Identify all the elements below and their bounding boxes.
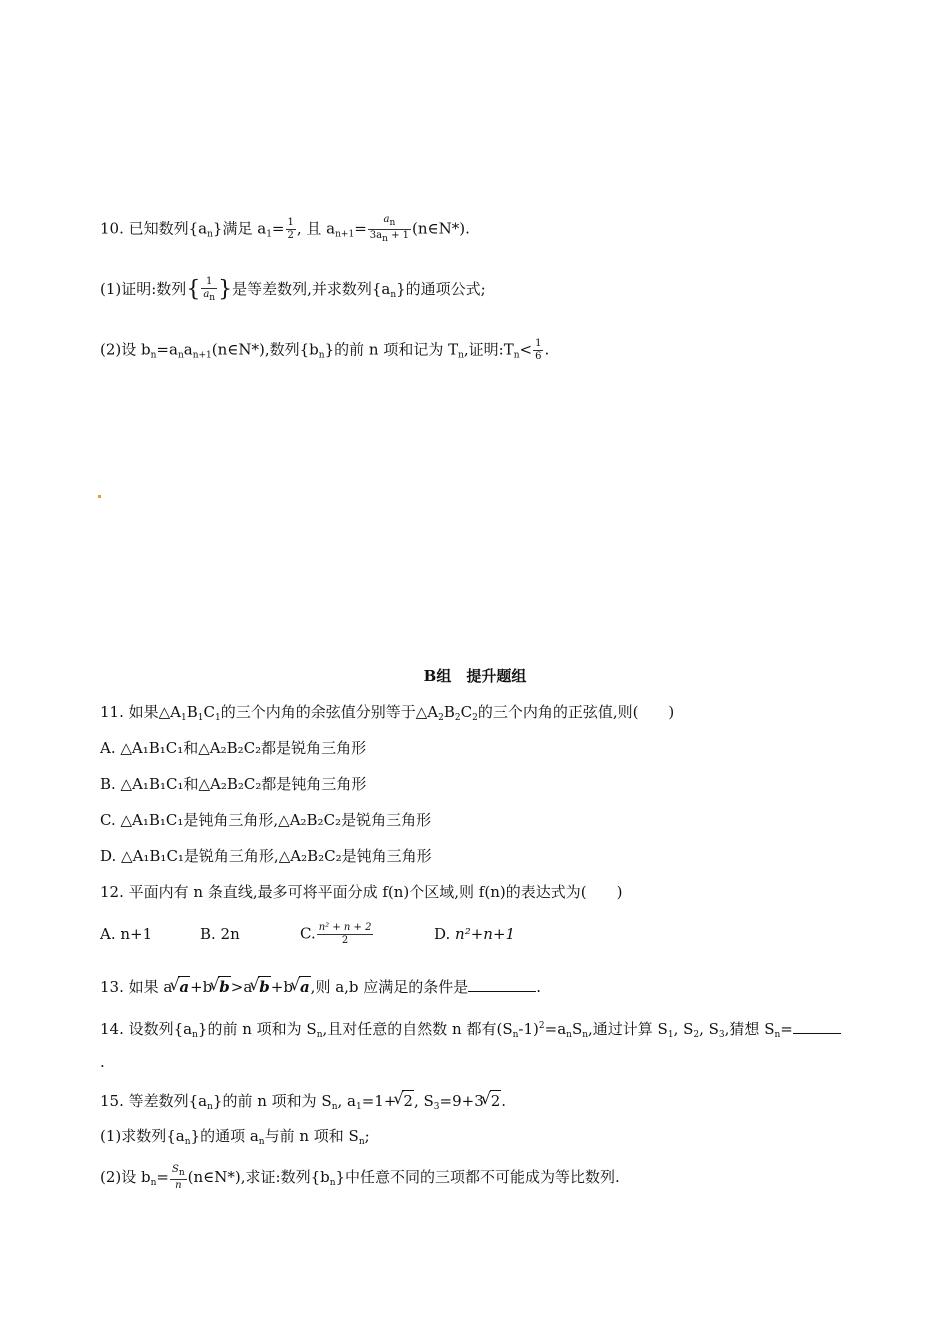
sqrt-symbol: √ b [218, 976, 231, 997]
fraction: $\frac{S_n}{n}$ [172, 1164, 185, 1191]
q15-stem: 15. 等差数列$\{a_n\}$的前 n 项和为 $S_n$, $a_1=1+√$ 2, $S_3=9+3√$ 2. [100, 1090, 506, 1117]
fraction: $\frac{1}{6}$ [535, 338, 542, 362]
q15-part1: (1)求数列$\{a_n\}$的通项 $a_n$与前 n 项和 $S_n$; [100, 1127, 370, 1147]
q14-stem: 14. 设数列$\{a_n\}$的前 n 项和为 $S_n$,且对任意的自然数 n 都有$(S_n-1)^2=a_nS_n$,通过计算 $S_1$, $S_2$, $S_3$,猜想 $S_n=$ [100, 1016, 841, 1045]
q12-options [100, 922, 515, 947]
fraction: $\frac{1}{2}$ [287, 217, 294, 241]
sqrt-symbol: √ a [299, 976, 311, 997]
sqrt-symbol: √ 2 [402, 1090, 414, 1111]
section-title: B组 提升题组 [423, 667, 527, 685]
q11-option-a: A. △A₁B₁C₁和△A₂B₂C₂都是锐角三角形 [100, 739, 367, 757]
q11-option-b: B. △A₁B₁C₁和△A₂B₂C₂都是钝角三角形 [100, 775, 367, 793]
q14-tail: . [100, 1053, 105, 1071]
q11-option-d: D. △A₁B₁C₁是锐角三角形,△A₂B₂C₂是钝角三角形 [100, 847, 432, 865]
q10-stem: 10. 已知数列$\{a_n\}$满足 $a_1=$ $\frac{1}{2}$ , 且 $a_{n+1}=$ $\frac{a_n}{3a_n + 1}$ (n∈N*). [100, 214, 470, 244]
q11-option-c: C. △A₁B₁C₁是钝角三角形,△A₂B₂C₂是锐角三角形 [100, 811, 432, 829]
q12-option-a: A. n+1 [100, 924, 153, 943]
q12-option-c: C. $\frac{\text{n² + n + 2}}{2}$ [300, 922, 372, 946]
sqrt-symbol: √ b [258, 976, 271, 997]
answer-blank[interactable] [468, 977, 536, 992]
q12-stem: 12. 平面内有 n 条直线,最多可将平面分成 f(n)个区域,则 f(n)的表达式为( ) [100, 883, 623, 901]
fraction: $\frac{\text{n² + n + 2}}{2}$ [318, 922, 372, 946]
q12-option-d: D. n²+n+1 [434, 924, 516, 943]
sqrt-symbol: √ a [178, 976, 190, 997]
sqrt-symbol: √ 2 [490, 1090, 502, 1111]
q10-part2: (2)设 $b_n=a_na_{n+1}(n\in N*)$,数列$\{b_n\}$的前 n 项和记为 $T_n$,证明$:T_n<$ $\frac{1}{6}$ . [100, 338, 550, 362]
fraction: $\frac{1}{a_n}$ [203, 276, 216, 303]
answer-blank[interactable] [793, 1019, 841, 1034]
q12-option-b: B. 2n [200, 924, 240, 943]
q15-part2: (2)设 $b_n=$ $\frac{S_n}{n}$ (n∈N*),求证:数列$\{b_n\}$中任意不同的三项都不可能成为等比数列. [100, 1164, 620, 1191]
q11-stem: 11. 如果$\triangle A_1B_1C_1$的三个内角的余弦值分别等于$\triangle A_2B_2C_2$的三个内角的正弦值,则( ) [100, 703, 675, 723]
fraction: $\frac{a_n}{3a_n + 1}$ [369, 214, 410, 244]
q13-stem: 13. 如果 a√ a+b√ b>a√ b+b√ a,则 a,b 应满足的条件是 . [100, 976, 541, 997]
q10-part1: (1)证明:数列{ $\frac{1}{a_n}$ }是等差数列,并求数列$\{a_n\}$的通项公式; [100, 276, 486, 303]
stray-mark [98, 495, 101, 498]
